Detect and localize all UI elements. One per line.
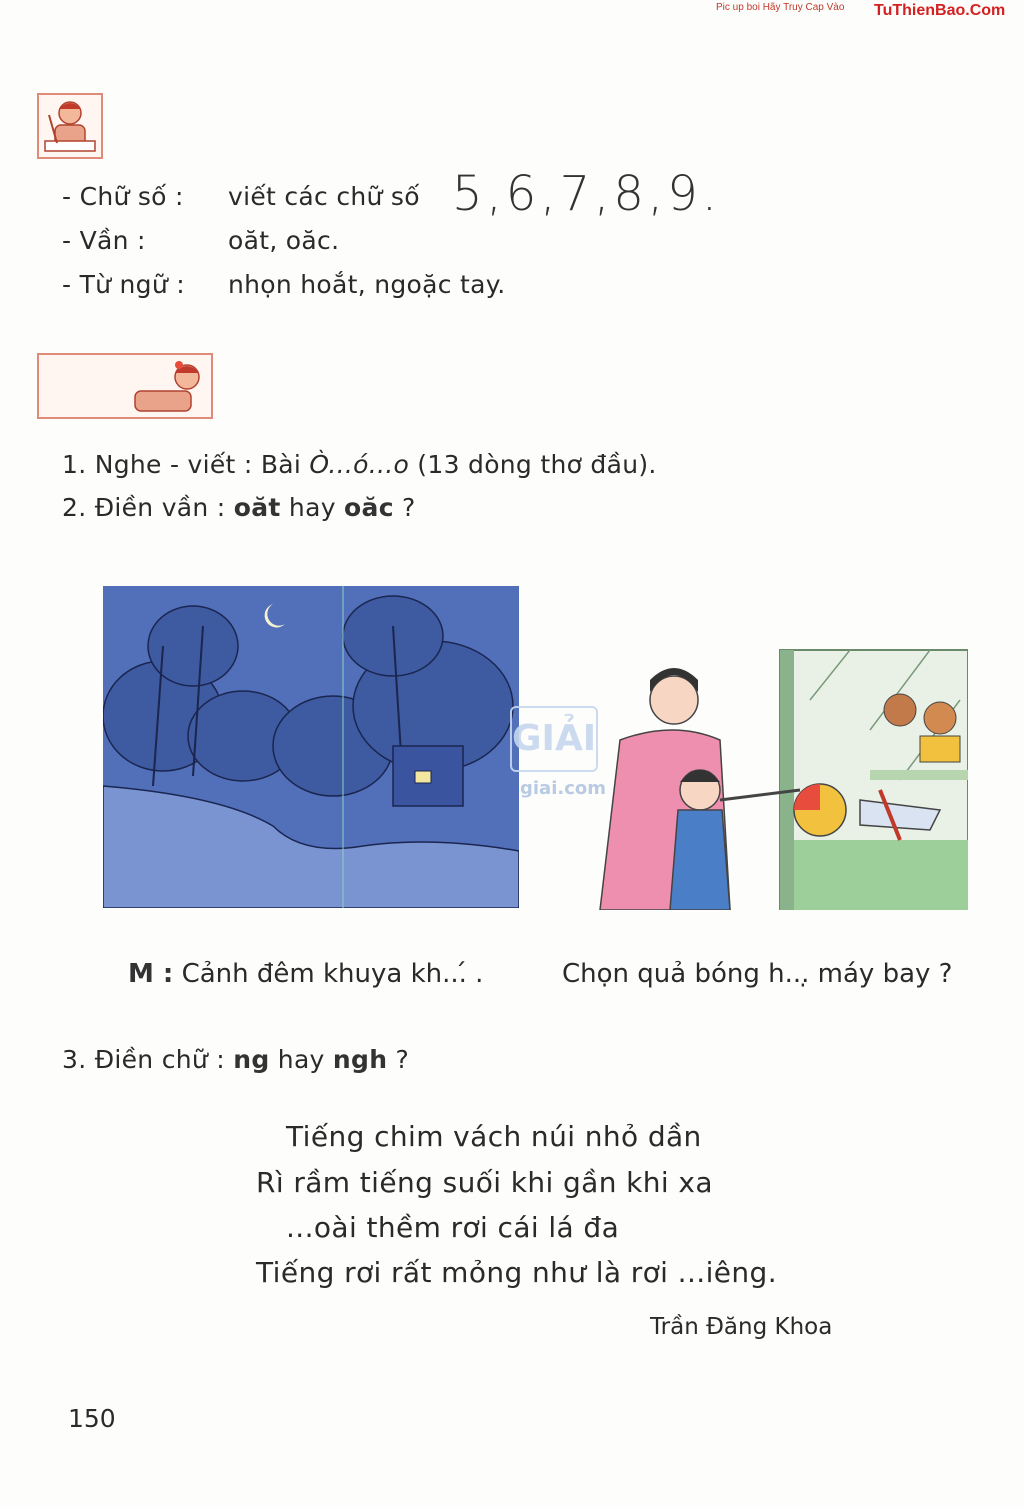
poem-line-4: Tiếng rơi rất mỏng như là rơi ...iêng. <box>256 1256 777 1289</box>
exercise-3: 3. Điền chữ : ng hay ngh ? <box>62 1045 410 1074</box>
row-value-words: nhọn hoắt, ngoặc tay. <box>228 270 506 299</box>
toy-shop-image <box>570 640 968 910</box>
handwritten-digits: 5,6,7,8,9. <box>452 166 721 222</box>
watermark-site: giai.com <box>520 778 607 799</box>
poem-author: Trần Đăng Khoa <box>650 1314 833 1340</box>
row-label-digits: - Chữ số : <box>62 182 184 211</box>
poem-line-3: ...oài thềm rơi cái lá đa <box>286 1211 620 1244</box>
row-value-rhymes: oăt, oăc. <box>228 226 340 255</box>
upload-note: Pic up boi Hãy Truy Cap Vào <box>716 2 845 13</box>
poem-line-1: Tiếng chim vách núi nhỏ dần <box>286 1120 702 1153</box>
caption-right: Chọn quả bóng h...̣ máy bay ? <box>562 959 953 989</box>
poem-line-2: Rì rầm tiếng suối khi gần khi xa <box>256 1166 713 1199</box>
row-value-digits: viết các chữ số <box>228 182 420 211</box>
watermark-logo: GIẢI <box>510 706 598 772</box>
exercise-2: 2. Điền vần : oăt hay oăc ? <box>62 493 416 522</box>
caption-left: M : Cảnh đêm khuya kh...́ . <box>128 959 484 989</box>
site-brand-link[interactable]: TuThienBao.Com <box>874 2 1006 19</box>
row-label-rhymes: - Vần : <box>62 226 146 255</box>
dictation-child-icon <box>37 353 213 419</box>
row-label-words: - Từ ngữ : <box>62 270 185 299</box>
exercise-1: 1. Nghe - viết : Bài Ò...ó...o (13 dòng thơ đầu). <box>62 450 657 479</box>
page-number: 150 <box>68 1404 116 1433</box>
writing-child-icon <box>37 93 103 159</box>
night-scene-image <box>103 586 519 908</box>
